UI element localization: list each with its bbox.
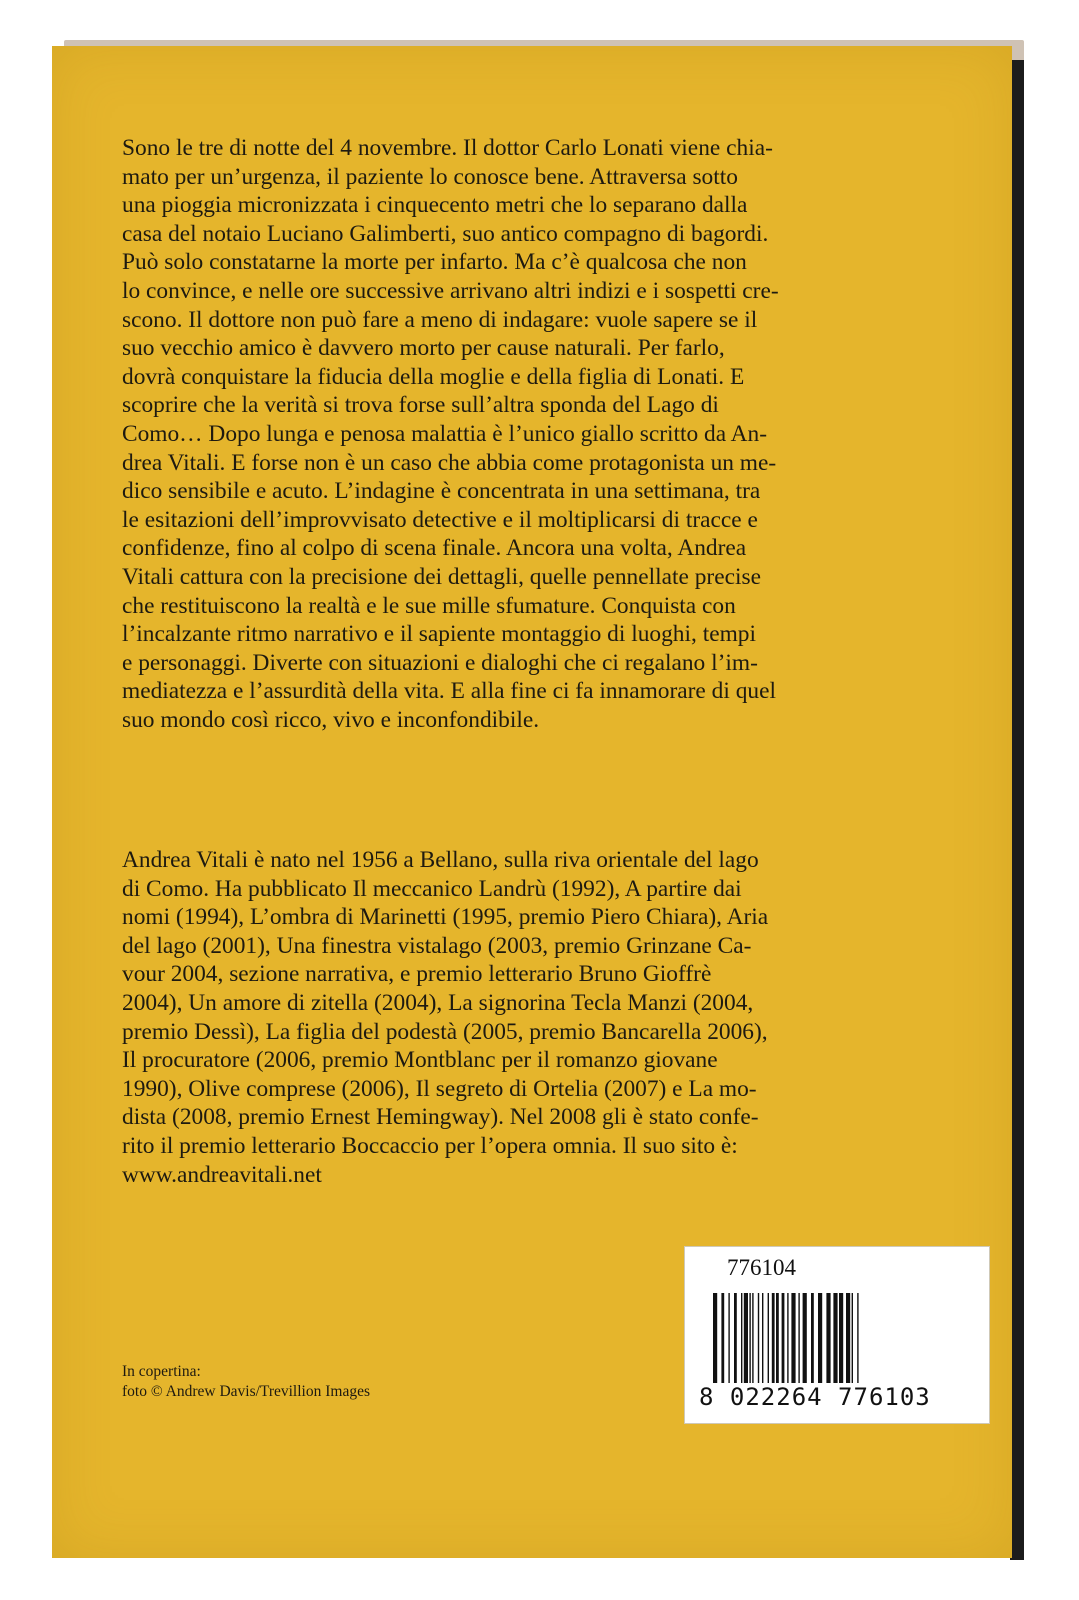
synopsis-line: scono. Il dottore non può fare a meno di indagare: vuole sapere se il <box>122 306 758 333</box>
synopsis-text <box>122 134 954 734</box>
product-code: 776104 <box>727 1255 796 1280</box>
credit-line-1: In copertina: <box>122 1363 201 1380</box>
ean-number: 8 022264 776103 <box>699 1383 983 1411</box>
synopsis-line: mato per un’urgenza, il paziente lo conosce bene. Attraversa sotto <box>122 163 738 190</box>
synopsis-line: Sono le tre di notte del 4 novembre. Il dottor Carlo Lonati viene chia- <box>122 135 773 161</box>
synopsis-line: suo vecchio amico è davvero morto per cause naturali. Per farlo, <box>122 335 725 362</box>
synopsis-line: dico sensibile e acuto. L’indagine è concentrata in una settimana, tra <box>122 478 761 505</box>
synopsis-line: che restituiscono la realtà e le sue mille sfumature. Conquista con <box>122 592 736 619</box>
bio-line: rito il premio letterario Boccaccio per l’opera omnia. Il suo sito è: <box>122 1132 738 1159</box>
synopsis-line: l’incalzante ritmo narrativo e il sapiente montaggio di luoghi, tempi <box>122 621 756 648</box>
synopsis-line: Può solo constatarne la morte per infarto. Ma c’è qualcosa che non <box>122 249 747 276</box>
synopsis-line: Como… Dopo lunga e penosa malattia è l’unico giallo scritto da An- <box>122 420 768 447</box>
barcode-label <box>684 1246 990 1424</box>
synopsis-line: mediatezza e l’assurdità della vita. E alla fine ci fa innamorare di quel <box>122 678 776 705</box>
bio-line: nomi (1994), L’ombra di Marinetti (1995, premio Piero Chiara), Aria <box>122 904 769 931</box>
bio-line: www.andreavitali.net <box>122 1161 322 1188</box>
bio-line: 1990), Olive comprese (2006), Il segreto di Ortelia (2007) e La mo- <box>122 1075 757 1102</box>
synopsis-line: drea Vitali. E forse non è un caso che abbia come protagonista un me- <box>122 449 777 476</box>
bio-line: premio Dessì), La figlia del podestà (2005, premio Bancarella 2006), <box>122 1018 768 1045</box>
synopsis-line: confidenze, fino al colpo di scena finale. Ancora una volta, Andrea <box>122 535 747 562</box>
bio-line: Il procuratore (2006, premio Montblanc per il romanzo giovane <box>122 1047 718 1074</box>
cover-photo-credit <box>122 1362 370 1402</box>
synopsis-line: una pioggia micronizzata i cinquecento metri che lo separano dalla <box>122 192 748 219</box>
bio-line: vour 2004, sezione narrativa, e premio letterario Bruno Gioffrè <box>122 961 712 988</box>
bio-line: di Como. Ha pubblicato Il meccanico Landrù (1992), A partire dai <box>122 875 742 902</box>
synopsis-line: lo convince, e nelle ore successive arrivano altri indizi e i sospetti cre- <box>122 277 779 304</box>
author-bio-text <box>122 846 954 1189</box>
bio-line: 2004), Un amore di zitella (2004), La signorina Tecla Manzi (2004, <box>122 989 754 1016</box>
synopsis-line: e personaggi. Diverte con situazioni e dialoghi che ci regalano l’im- <box>122 649 758 676</box>
bio-line: dista (2008, premio Ernest Hemingway). Nel 2008 gli è stato confe- <box>122 1104 759 1131</box>
bio-line: del lago (2001), Una finestra vistalago (2003, premio Grinzane Ca- <box>122 932 752 959</box>
credit-line-2: foto © Andrew Davis/Trevillion Images <box>122 1383 370 1400</box>
synopsis-line: scoprire che la verità si trova forse sull’altra sponda del Lago di <box>122 392 719 419</box>
synopsis-line: casa del notaio Luciano Galimberti, suo antico compagno di bagordi. <box>122 220 769 247</box>
synopsis-line: dovrà conquistare la fiducia della moglie e della figlia di Lonati. E <box>122 363 745 390</box>
bio-line: Andrea Vitali è nato nel 1956 a Bellano, sulla riva orientale del lago <box>122 847 759 873</box>
book-spine-shadow <box>1010 60 1024 1560</box>
synopsis-line: Vitali cattura con la precisione dei dettagli, quelle pennellate precise <box>122 563 761 590</box>
synopsis-line: suo mondo così ricco, vivo e inconfondibile. <box>122 706 540 733</box>
synopsis-line: le esitazioni dell’improvvisato detective e il moltiplicarsi di tracce e <box>122 506 758 533</box>
